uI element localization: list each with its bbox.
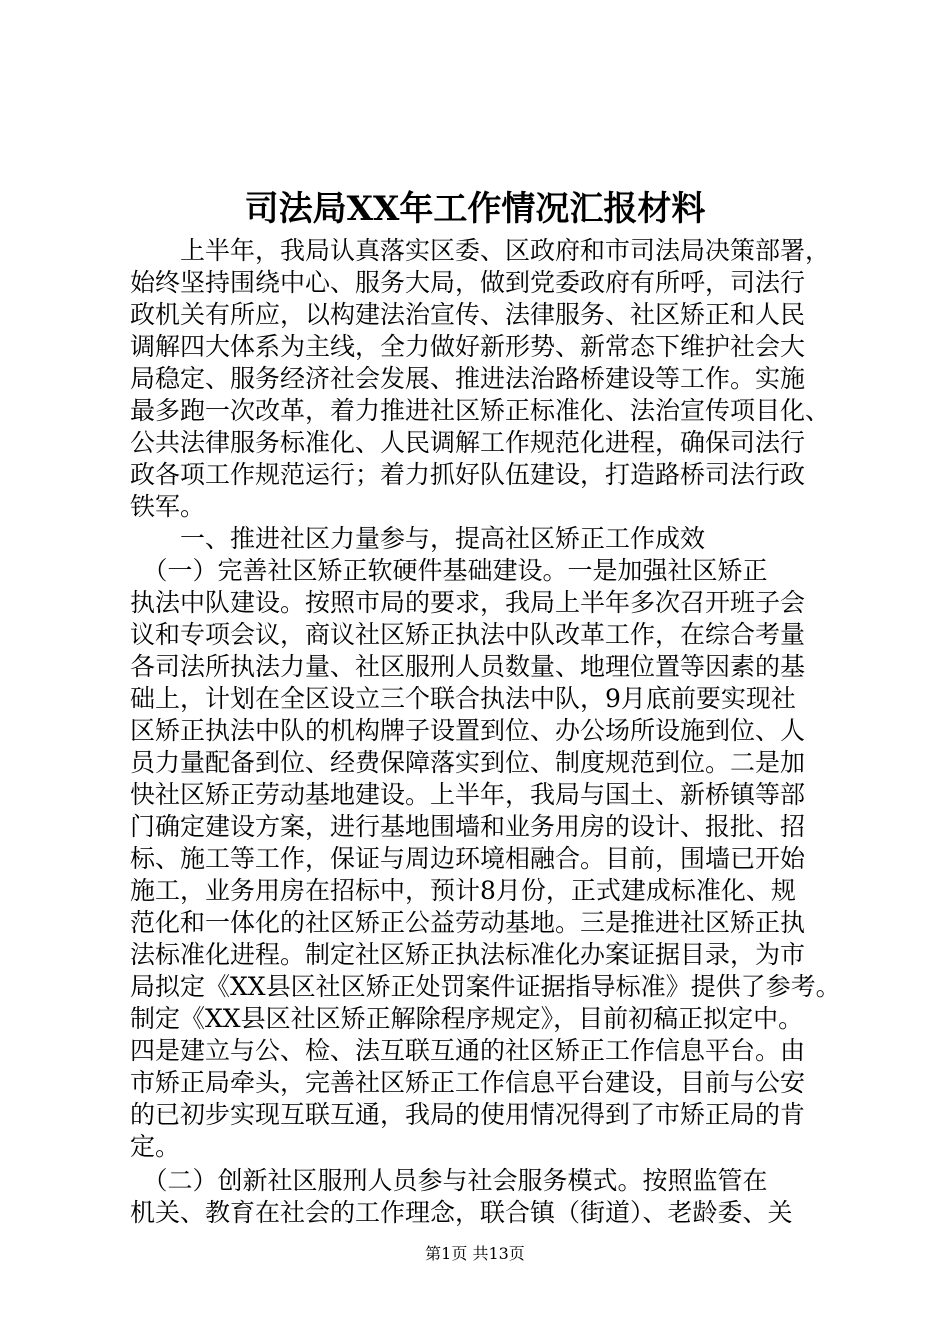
page-footer: 第1页 共13页 <box>425 1244 525 1263</box>
body-line: 铁军。 <box>130 492 206 521</box>
body-line: 一、推进社区力量参与，提高社区矫正工作成效 <box>130 524 706 553</box>
body-line: 局稳定、服务经济社会发展、推进法治路桥建设等工作。实施 <box>130 364 806 393</box>
body-line: 始终坚持围绕中心、服务大局，做到党委政府有所呼，司法行 <box>130 268 806 297</box>
body-line: 调解四大体系为主线，全力做好新形势、新常态下维护社会大 <box>130 332 806 361</box>
body-line: 施工，业务用房在招标中，预计8月份，正式建成标准化、规 <box>130 876 796 905</box>
body-line: 执法中队建设。按照市局的要求，我局上半年多次召开班子会 <box>130 588 806 617</box>
body-line: 市矫正局牵头，完善社区矫正工作信息平台建设，目前与公安 <box>130 1068 806 1097</box>
body-line: 制定《XX县区社区矫正解除程序规定》，目前初稿正拟定中。 <box>130 1004 804 1033</box>
body-line: 议和专项会议，商议社区矫正执法中队改革工作，在综合考量 <box>130 620 806 649</box>
body-line: 上半年，我局认真落实区委、区政府和市司法局决策部署， <box>130 236 831 265</box>
body-line: 区矫正执法中队的机构牌子设置到位、办公场所设施到位、人 <box>130 716 806 745</box>
body-line: 政各项工作规范运行；着力抓好队伍建设，打造路桥司法行政 <box>130 460 806 489</box>
body-line: 定。 <box>130 1132 181 1161</box>
body-line: 机关、教育在社会的工作理念，联合镇（街道）、老龄委、关 <box>130 1198 793 1227</box>
body-line: 局拟定《XX县区社区矫正处罚案件证据指导标准》提供了参考。 <box>130 972 841 1001</box>
body-line: 员力量配备到位、经费保障落实到位、制度规范到位。二是加 <box>130 748 806 777</box>
document-body <box>130 235 841 1229</box>
body-line: 快社区矫正劳动基地建设。上半年，我局与国土、新桥镇等部 <box>130 780 806 809</box>
body-line: 门确定建设方案，进行基地围墙和业务用房的设计、报批、招 <box>130 812 806 841</box>
body-line: 公共法律服务标准化、人民调解工作规范化进程，确保司法行 <box>130 428 806 457</box>
document-title: 司法局XX年工作情况汇报材料 <box>244 189 706 229</box>
body-line: 法标准化进程。制定社区矫正执法标准化办案证据目录，为市 <box>130 940 806 969</box>
body-line: 标、施工等工作，保证与周边环境相融合。目前，围墙已开始 <box>130 844 806 873</box>
body-line: 四是建立与公、检、法互联互通的社区矫正工作信息平台。由 <box>130 1036 806 1065</box>
body-line: 础上，计划在全区设立三个联合执法中队，9月底前要实现社 <box>130 684 796 713</box>
body-line: 最多跑一次改革，着力推进社区矫正标准化、法治宣传项目化、 <box>130 396 831 425</box>
body-line: （一）完善社区矫正软硬件基础建设。一是加强社区矫正 <box>130 556 768 585</box>
body-line: 各司法所执法力量、社区服刑人员数量、地理位置等因素的基 <box>130 652 806 681</box>
body-line: （二）创新社区服刑人员参与社会服务模式。按照监管在 <box>130 1166 768 1195</box>
body-line: 范化和一体化的社区矫正公益劳动基地。三是推进社区矫正执 <box>130 908 806 937</box>
body-line: 政机关有所应，以构建法治宣传、法律服务、社区矫正和人民 <box>130 300 806 329</box>
body-line: 的已初步实现互联互通，我局的使用情况得到了市矫正局的肯 <box>130 1100 806 1129</box>
